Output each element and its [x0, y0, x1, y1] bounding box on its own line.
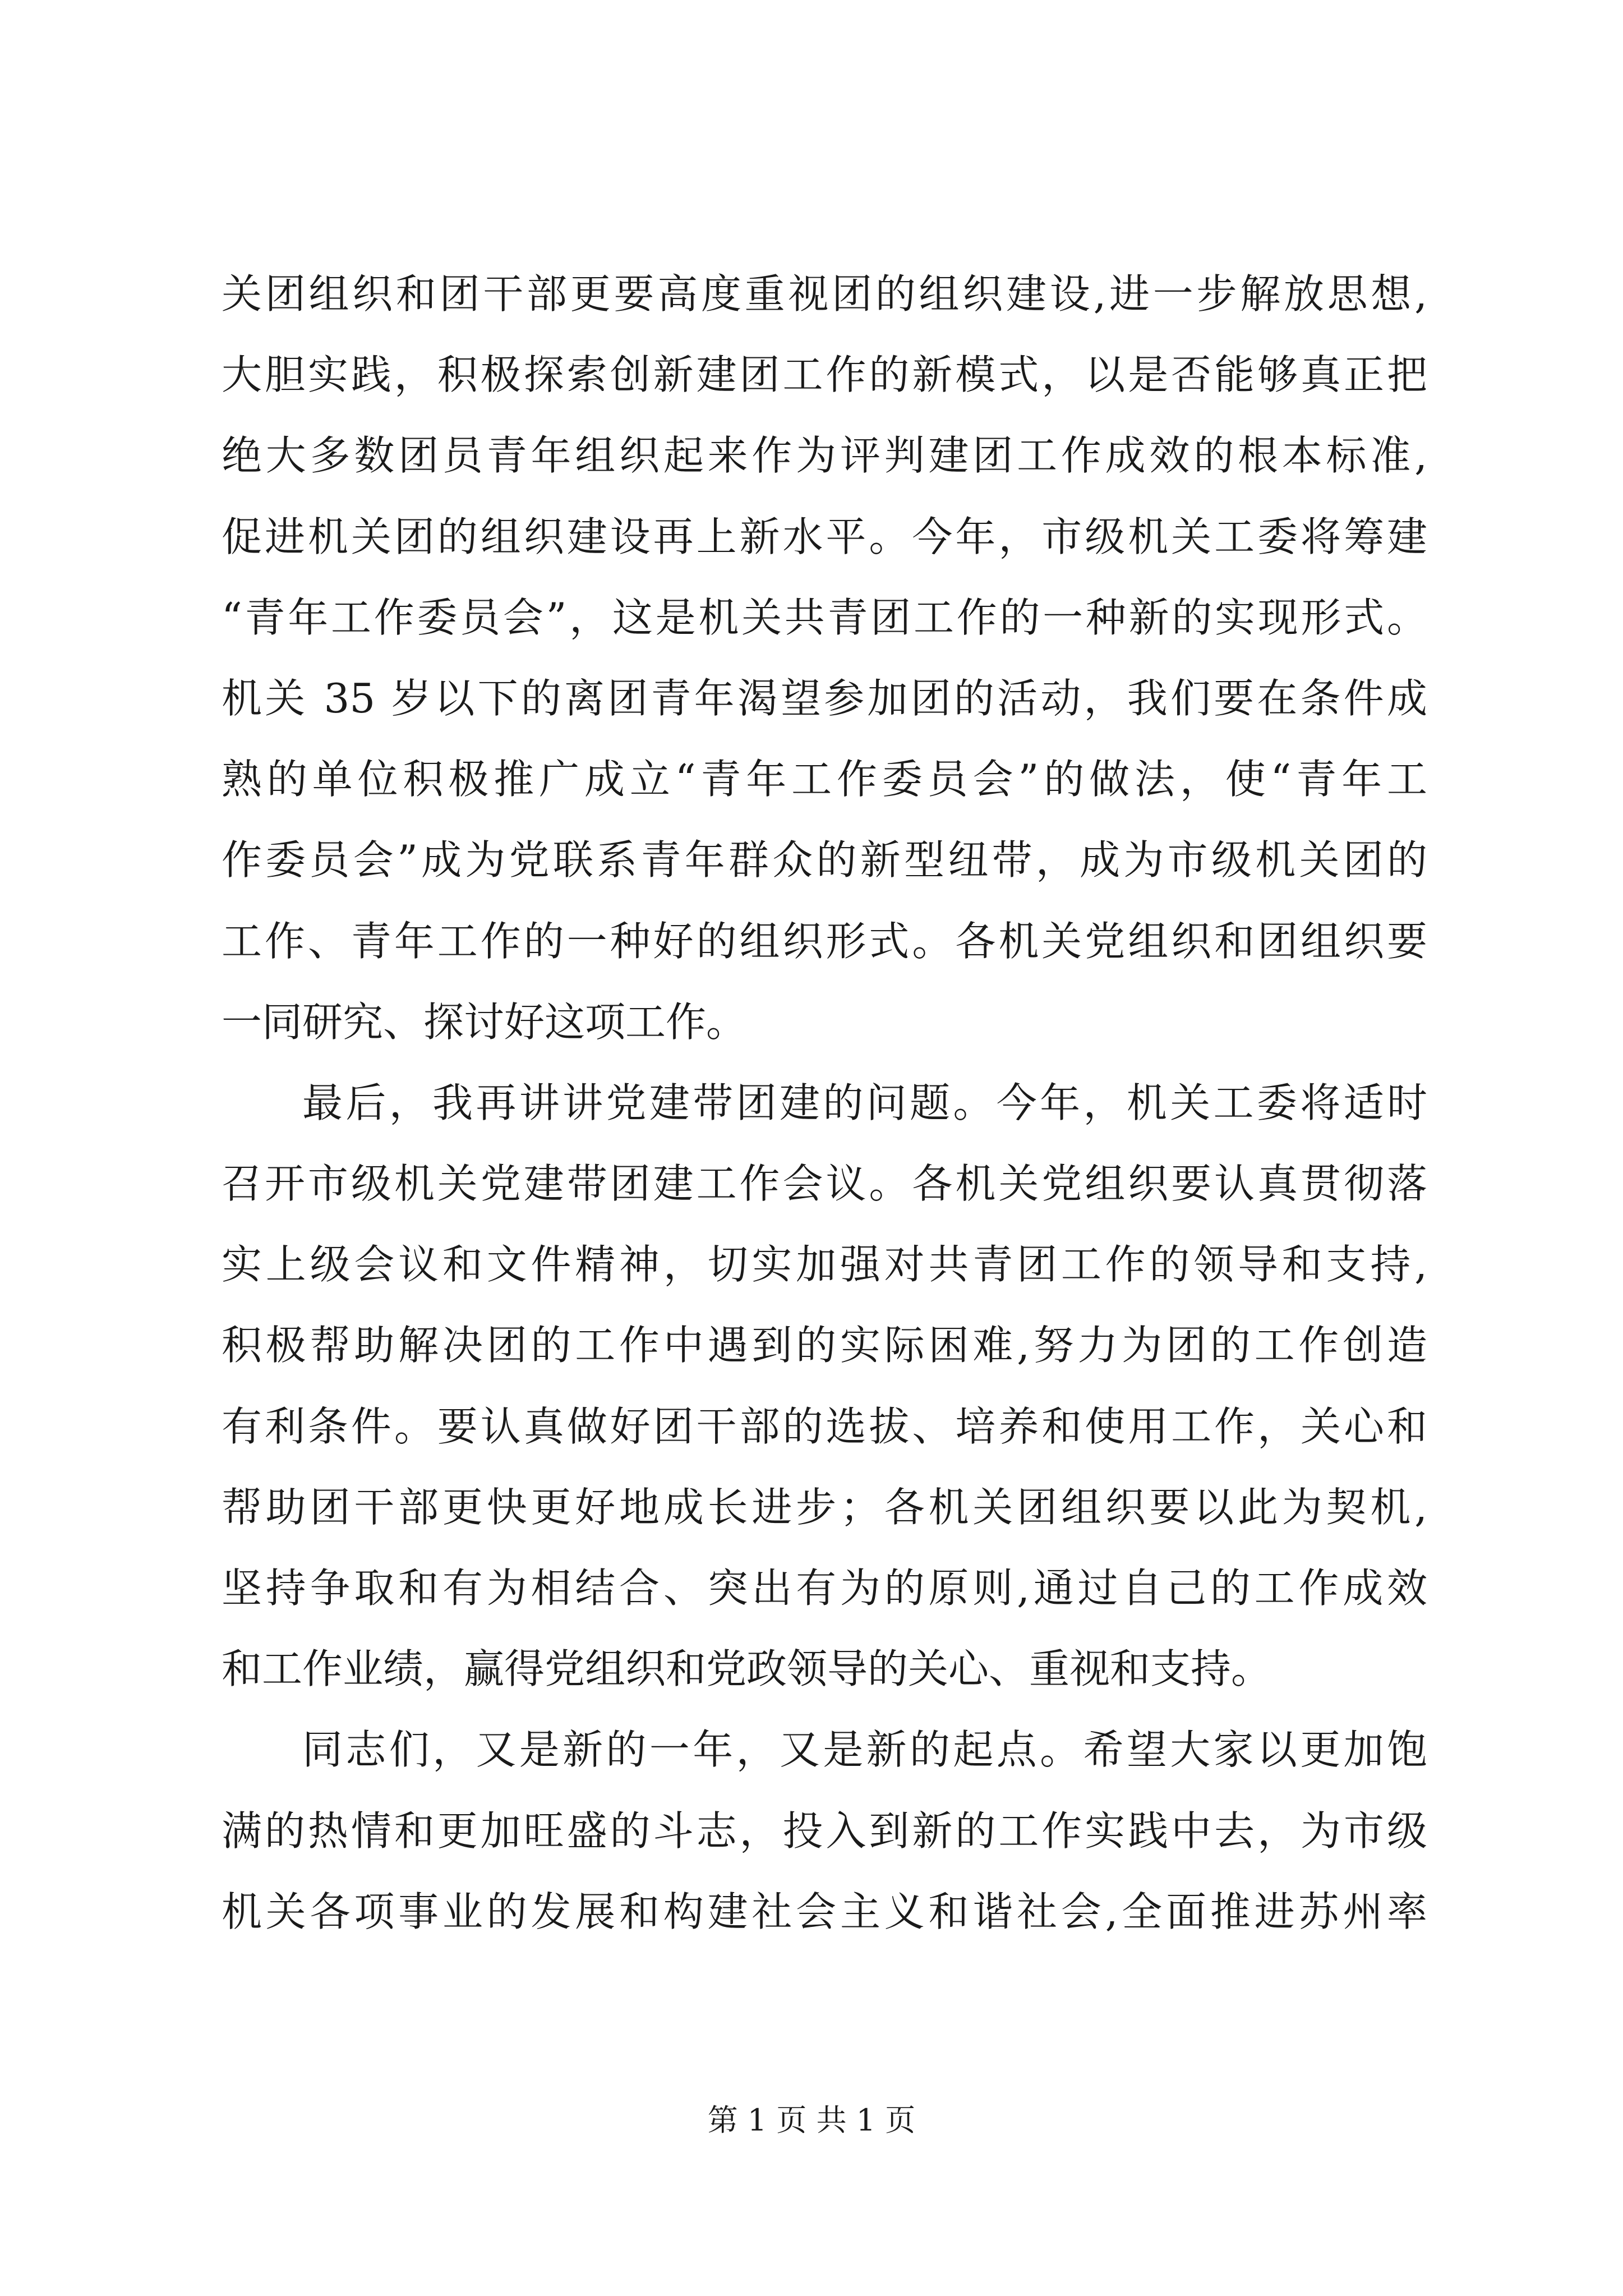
text-line: 关团组织和团干部更要高度重视团的组织建设,进一步解放思想,: [222, 270, 1427, 318]
text-line: 有利条件。要认真做好团干部的选拔、培养和使用工作，关心和: [222, 1402, 1427, 1450]
text-line: 满的热情和更加旺盛的斗志，投入到新的工作实践中去，为市级: [222, 1807, 1427, 1855]
text-line: 大胆实践，积极探索创新建团工作的新模式，以是否能够真正把: [222, 351, 1427, 399]
text-line: 坚持争取和有为相结合、突出有为的原则,通过自己的工作成效: [222, 1565, 1427, 1612]
text-line: 促进机关团的组织建设再上新水平。今年，市级机关工委将筹建: [222, 513, 1427, 560]
text-line: 一同研究、探讨好这项工作。: [222, 998, 747, 1046]
page-footer: [0, 2101, 1623, 2140]
text-line: 机关各项事业的发展和构建社会主义和谐社会,全面推进苏州率: [222, 1888, 1427, 1935]
text-line: 熟的单位积极推广成立“青年工作委员会”的做法，使“青年工: [222, 756, 1427, 803]
page-number-label: 第 1 页 共 1 页: [707, 2102, 916, 2138]
paragraph-first-line: 最后，我再讲讲党建带团建的问题。今年，机关工委将适时: [302, 1079, 1427, 1126]
document-body: [222, 254, 1427, 1952]
text-line: 工作、青年工作的一种好的组织形式。各机关党组织和团组织要: [222, 917, 1427, 965]
text-line: 作委员会”成为党联系青年群众的新型纽带，成为市级机关团的: [222, 836, 1427, 884]
text-line: 实上级会议和文件精神，切实加强对共青团工作的领导和支持,: [222, 1241, 1427, 1289]
text-line: 绝大多数团员青年组织起来作为评判建团工作成效的根本标准,: [222, 432, 1427, 480]
text-line: 帮助团干部更快更好地成长进步；各机关团组织要以此为契机,: [222, 1483, 1427, 1531]
text-line: 召开市级机关党建带团建工作会议。各机关党组织要认真贯彻落: [222, 1160, 1427, 1208]
paragraph-first-line: 同志们，又是新的一年，又是新的起点。希望大家以更加饱: [302, 1726, 1427, 1774]
text-line: 和工作业绩，赢得党组织和党政领导的关心、重视和支持。: [222, 1645, 1272, 1693]
text-line: 积极帮助解决团的工作中遇到的实际困难,努力为团的工作创造: [222, 1322, 1427, 1369]
text-line: 机关 35 岁以下的离团青年渴望参加团的活动，我们要在条件成: [222, 674, 1427, 722]
text-line: “青年工作委员会”，这是机关共青团工作的一种新的实现形式。: [222, 593, 1427, 641]
